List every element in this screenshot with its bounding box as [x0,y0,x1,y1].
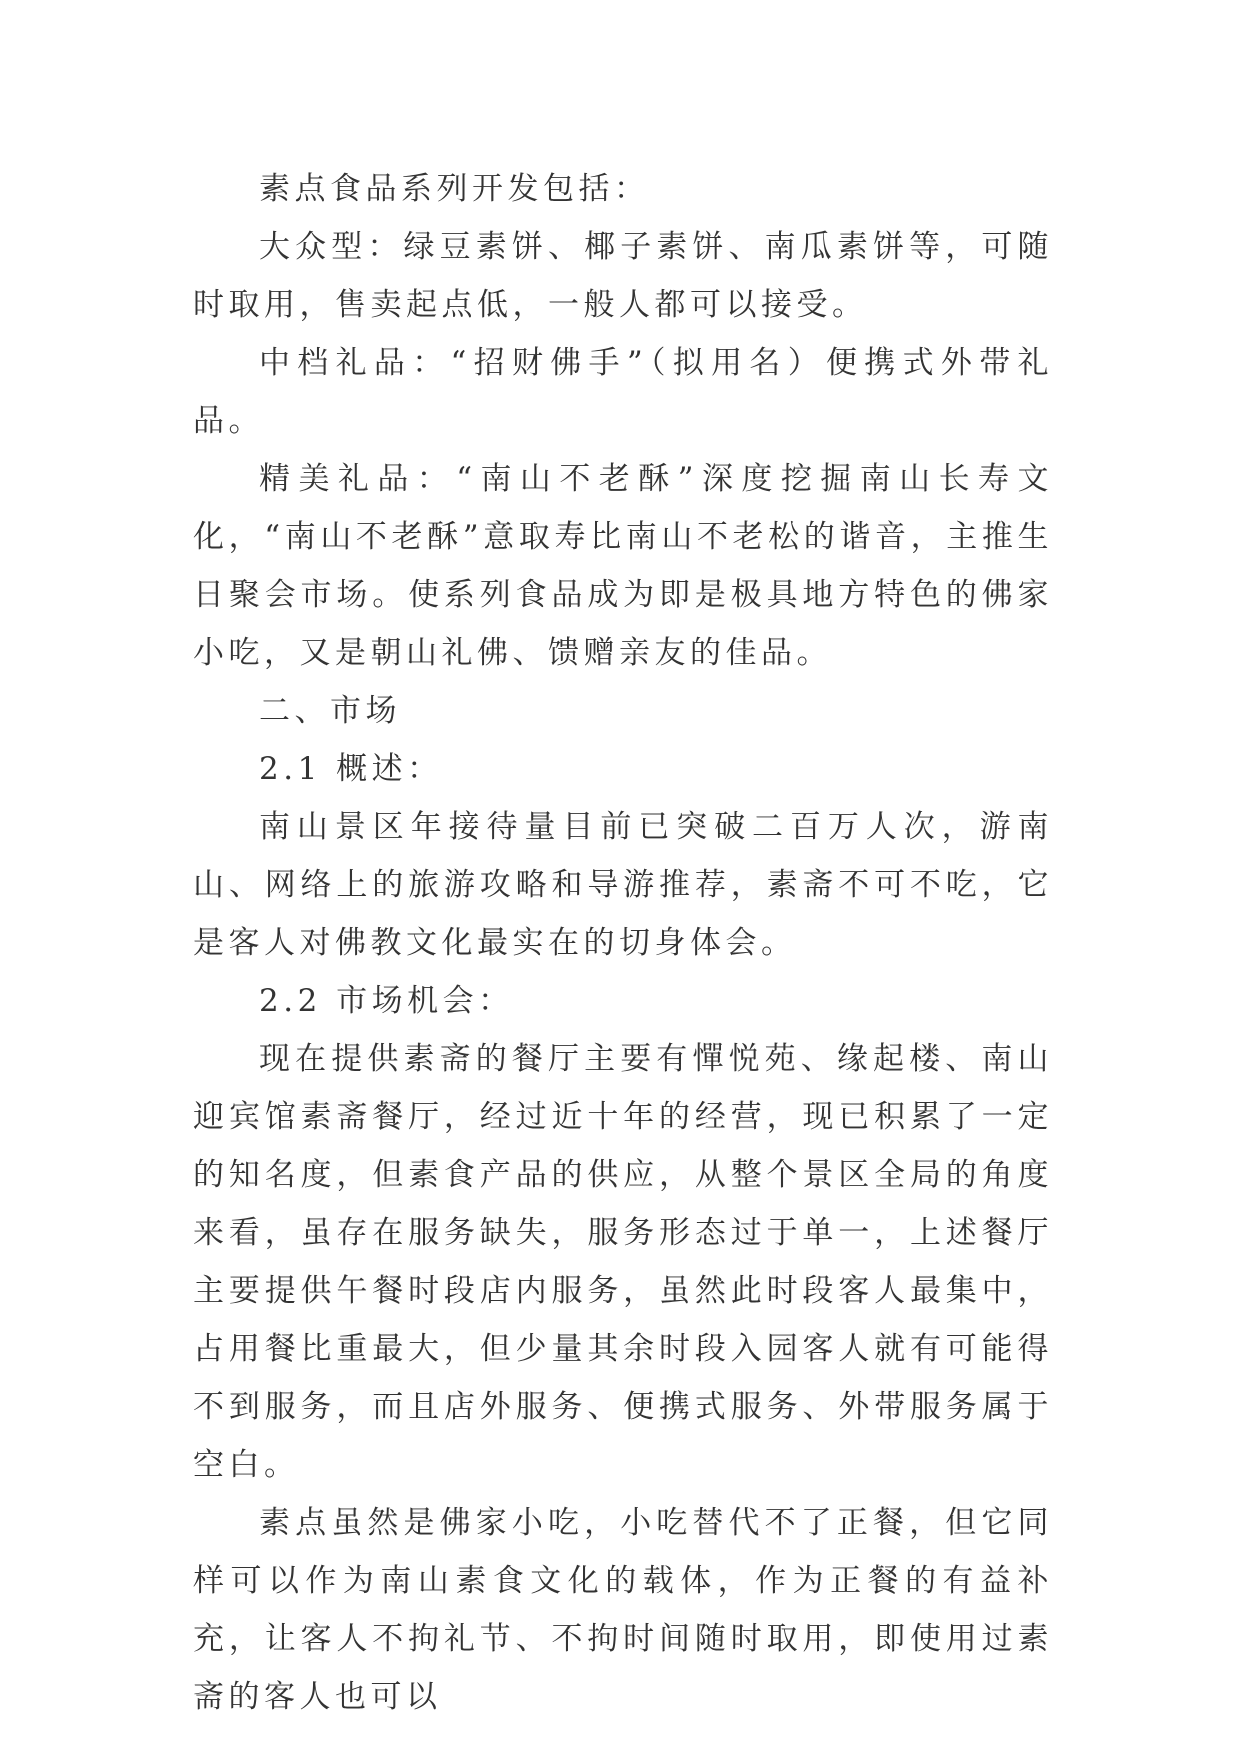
document-body [193,160,1053,1726]
paragraph-overview: 南山景区年接待量目前已突破二百万人次，游南山、网络上的旅游攻略和导游推荐，素斋不可不吃，它是客人对佛教文化最实在的切身体会。 [193,809,1053,961]
paragraph-premium-gift: 精美礼品：“南山不老酥”深度挖掘南山长寿文化，“南山不老酥”意取寿比南山不老松的谐音，主推生日聚会市场。使系列食品成为即是极具地方特色的佛家小吃，又是朝山礼佛、馈赠亲友的佳品。 [193,461,1053,671]
subsection-heading-overview: 2.1 概述： [259,751,443,787]
section-heading-market: 二、市场 [259,693,401,729]
paragraph-mass-type: 大众型：绿豆素饼、椰子素饼、南瓜素饼等，可随时取用，售卖起点低，一般人都可以接受。 [193,229,1053,323]
paragraph-opportunity: 现在提供素斋的餐厅主要有憚悦苑、缘起楼、南山迎宾馆素斋餐厅，经过近十年的经营，现已积累了一定的知名度，但素食产品的供应，从整个景区全局的角度来看，虽存在服务缺失，服务形态过于单一，上述餐厅主要提供午餐时段店内服务，虽然此时段客人最集中，占用餐比重最大，但少量其余时段入园客人就有可能得不到服务，而且店外服务、便携式服务、外带服务属于空白。 [193,1041,1053,1483]
paragraph-snack-supplement: 素点虽然是佛家小吃，小吃替代不了正餐，但它同样可以作为南山素食文化的载体，作为正餐的有益补充，让客人不拘礼节、不拘时间随时取用，即使用过素斋的客人也可以 [193,1505,1053,1715]
paragraph-mid-gift: 中档礼品：“招财佛手”（拟用名）便携式外带礼品。 [193,345,1053,439]
subsection-heading-opportunity: 2.2 市场机会： [259,983,514,1019]
paragraph-product-series: 素点食品系列开发包括： [259,171,650,207]
